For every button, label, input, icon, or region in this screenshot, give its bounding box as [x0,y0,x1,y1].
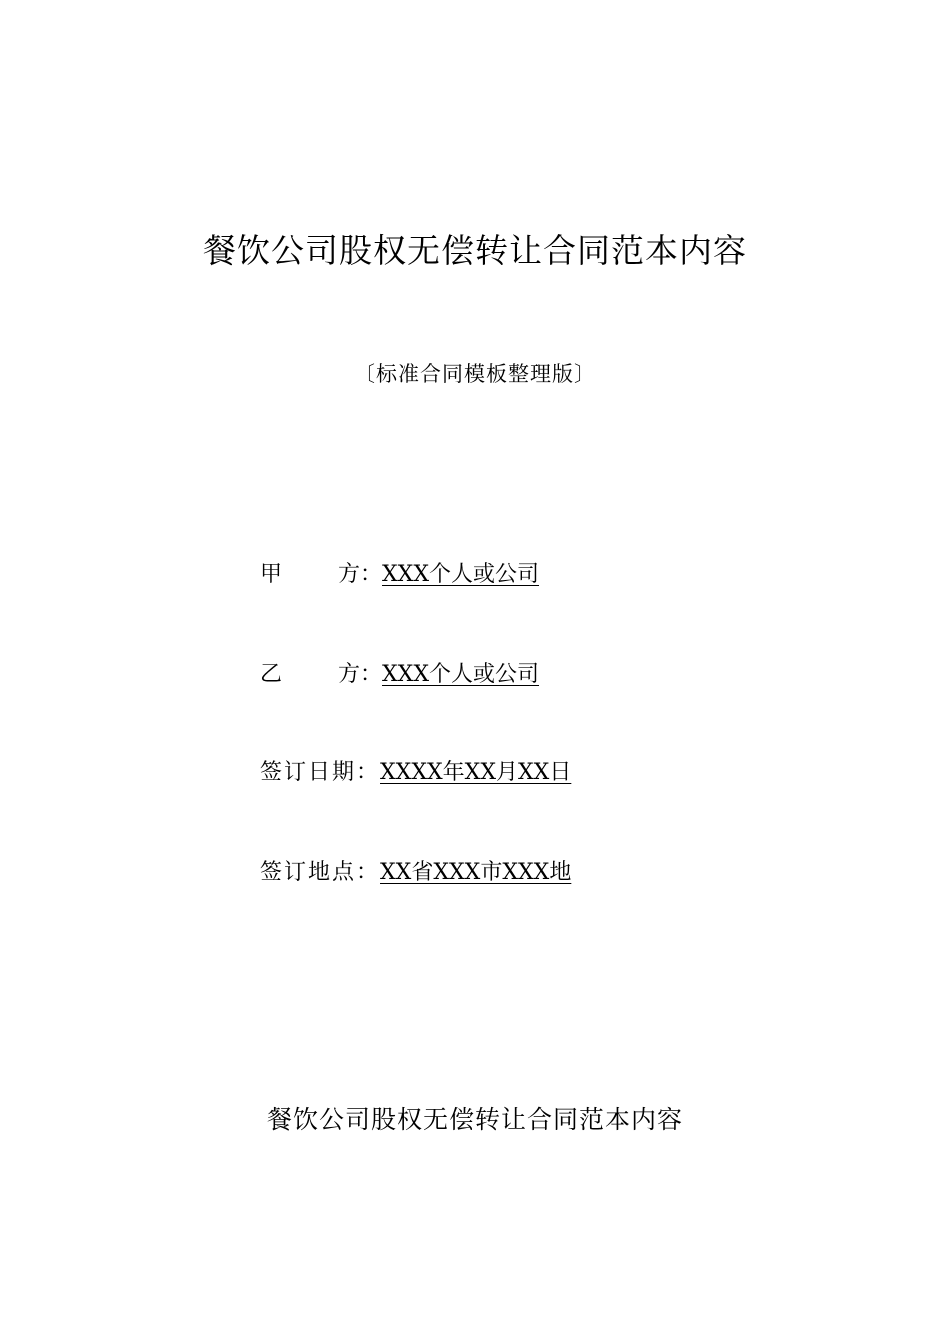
sign-place-row [260,856,600,890]
party-b-row [260,658,608,692]
sign-place-value: XX省XXX市XXX地 [380,860,572,885]
party-a-label-char2: 方： [338,562,383,587]
sign-date-row [260,756,626,790]
party-b-value: XXX个人或公司 [382,662,540,687]
party-a-label-char1: 甲 [260,562,283,587]
sign-date-value: XXXX年XX月XX日 [380,760,572,785]
party-b-label-char1: 乙 [260,662,283,687]
document-subtitle: 〔标准合同模板整理版〕 [354,362,596,386]
document-title: 餐饮公司股权无偿转让合同范本内容 [203,231,747,270]
bottom-title: 餐饮公司股权无偿转让合同范本内容 [266,1105,683,1134]
party-b-label-char2: 方： [338,662,383,687]
sign-place-label: 签订地点： [260,860,381,885]
sign-date-label: 签订日期： [260,760,381,785]
party-a-row [260,558,608,592]
party-a-value: XXX个人或公司 [382,562,540,587]
